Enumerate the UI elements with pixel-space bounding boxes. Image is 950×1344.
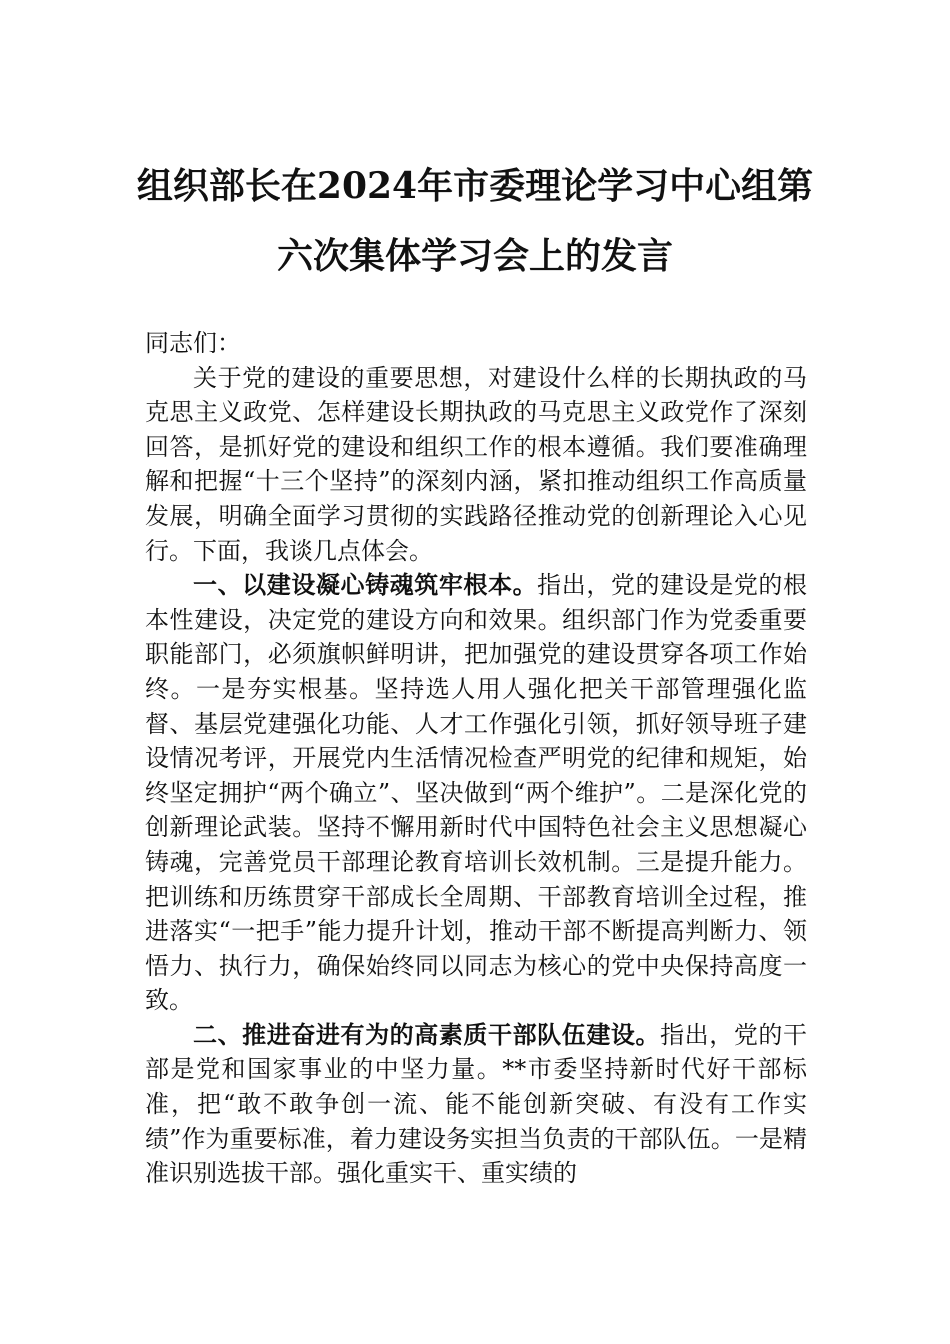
paragraph-section-2 [145,1018,807,1191]
section-2-heading: 二、推进奋进有为的高素质干部队伍建设。 [193,1020,661,1049]
document-title-line-1: 组织部长在2024年市委理论学习中心组第 [136,165,814,207]
section-2-text: 指出，党的干部是党和国家事业的中坚力量。**市委坚持新时代好干部标准，把“敢不敢争创一流、能不能创新突破、有没有工作实绩”作为重要标准，着力建设务实担当负责的干部队伍。一是精准识别选拔干部。强化重实干、重实绩的 [145,1020,808,1188]
document-title-line-2: 六次集体学习会上的发言 [276,235,673,277]
document-body [145,326,807,1191]
salutation: 同志们： [145,329,241,357]
paragraph-section-1 [145,568,807,1018]
paragraph-intro-text: 关于党的建设的重要思想，对建设什么样的长期执政的马克思主义政党、怎样建设长期执政的马克思主义政党作了深刻回答，是抓好党的建设和组织工作的根本遵循。我们要准确理解和把握“十三个坚持”的深刻内涵，紧扣推动组织工作高质量发展，明确全面学习贯彻的实践路径推动党的创新理论入心见行。下面，我谈几点体会。 [145,363,807,565]
section-1-heading: 一、以建设凝心铸魂筑牢根本。 [193,571,538,600]
paragraph-intro [145,361,807,569]
section-1-text: 指出，党的建设是党的根本性建设，决定党的建设方向和效果。组织部门作为党委重要职能部门，必须旗帜鲜明讲，把加强党的建设贯穿各项工作始终。一是夯实根基。坚持选人用人强化把关干部管理强化监督、基层党建强化功能、人才工作强化引领，抓好领导班子建设情况考评，开展党内生活情况检查严明党的纪律和规矩，始终坚定拥护“两个确立”、坚决做到“两个维护”。二是深化党的创新理论武装。坚持不懈用新时代中国特色社会主义思想凝心铸魂，完善党员干部理论教育培训长效机制。三是提升能力。把训练和历练贯穿干部成长全周期、干部教育培训全过程，推进落实“一把手”能力提升计划，推动干部不断提高判断力、领悟力、执行力，确保始终同以同志为核心的党中央保持高度一致。 [145,571,808,1015]
